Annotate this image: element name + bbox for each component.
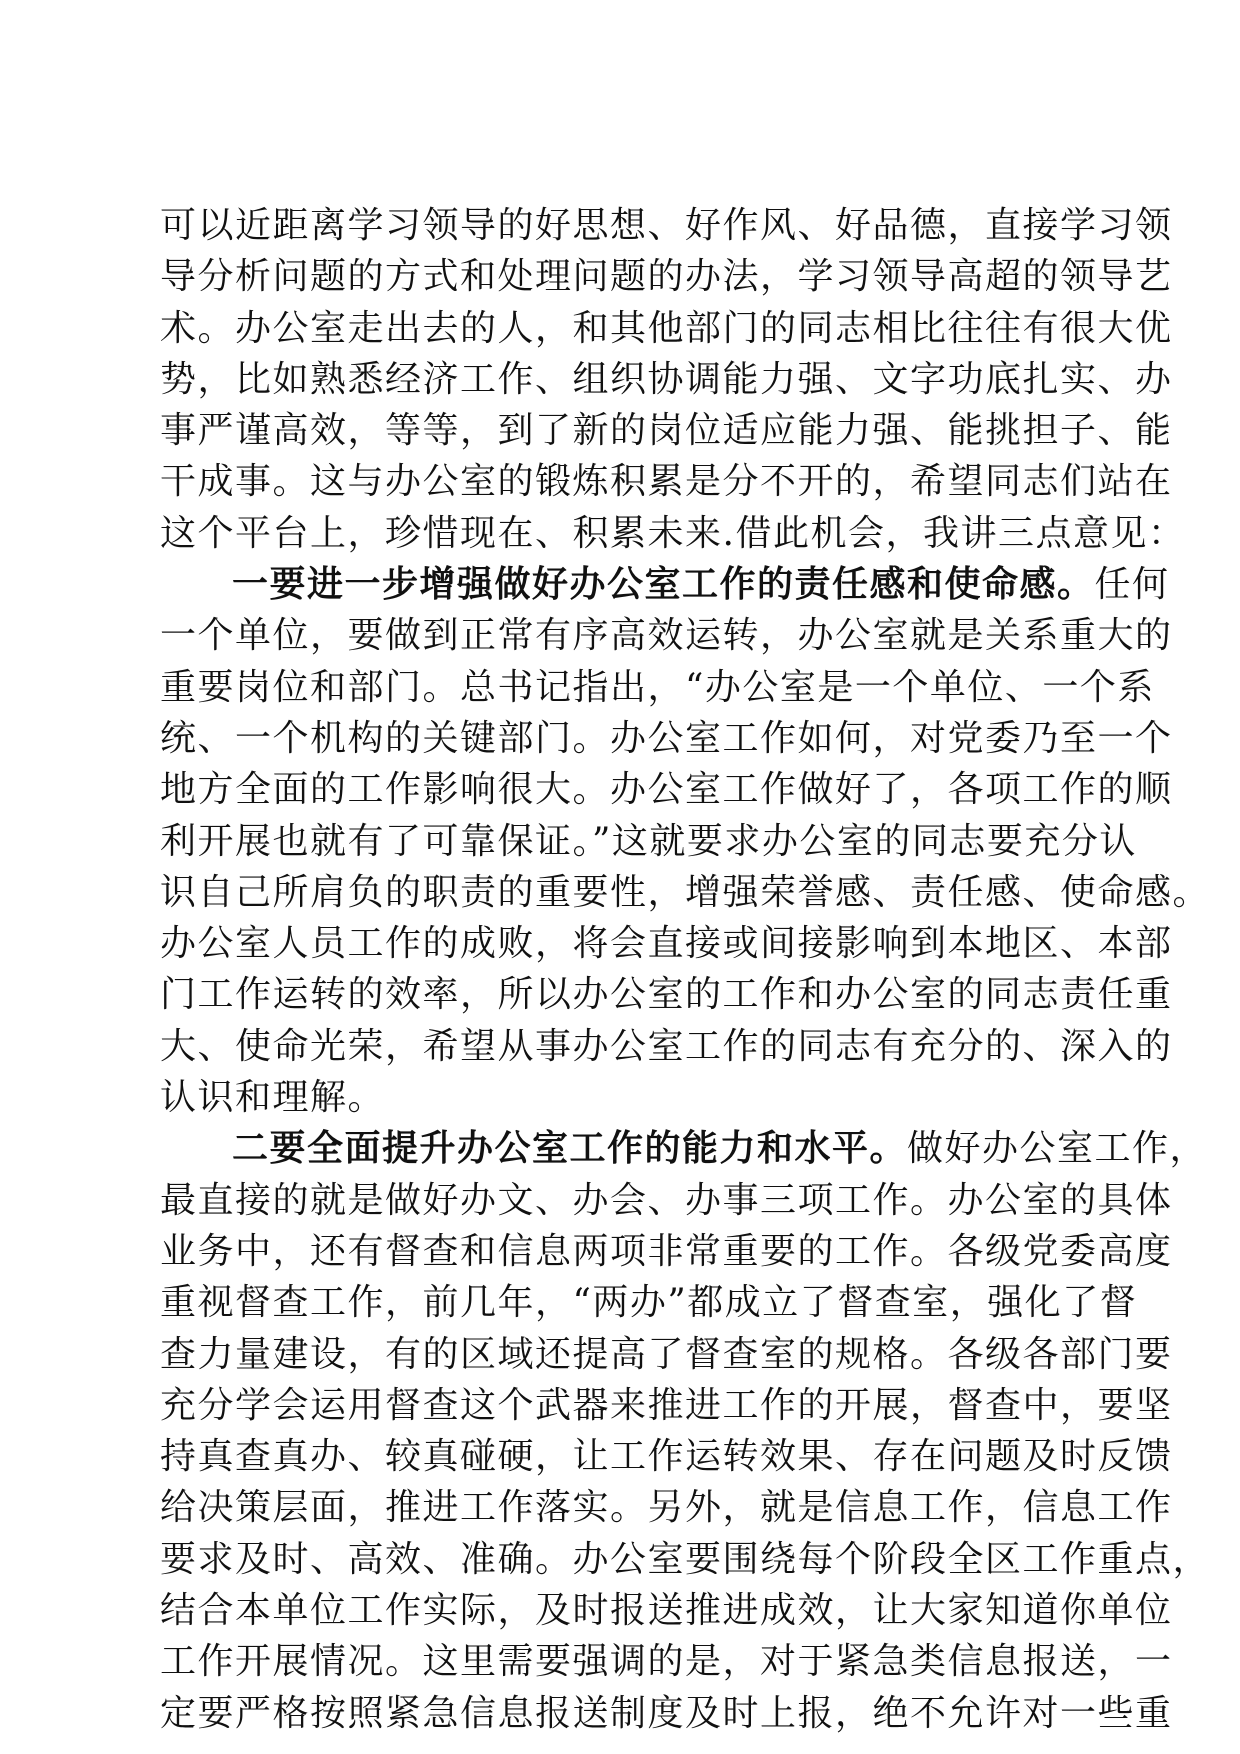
text-line (160, 713, 1173, 764)
body-text: 这个平台上，珍惜现在、积累未来.借此机会，我讲三点意见： (160, 512, 1186, 554)
text-line (160, 1534, 1211, 1585)
body-text: 识自己所肩负的职责的重要性，增强荣誉感、责任感、使命感。 (160, 871, 1211, 913)
text-line (160, 1277, 1138, 1328)
text-line (160, 251, 1173, 302)
body-text: 势，比如熟悉经济工作、组织协调能力强、文字功底扎实、办 (160, 358, 1173, 400)
body-text: 持真查真办、较真碰硬，让工作运转效果、存在问题及时反馈 (160, 1436, 1173, 1478)
text-line (160, 1482, 1173, 1533)
text-line (160, 354, 1173, 405)
body-text: 重要岗位和部门。总书记指出，“办公室是一个单位、一个系 (160, 666, 1155, 708)
text-line (160, 969, 1173, 1020)
text-line (160, 867, 1211, 918)
document-page (160, 200, 1211, 1739)
body-text: 工作开展情况。这里需要强调的是，对于紧急类信息报送，一 (160, 1641, 1173, 1683)
text-line (160, 405, 1173, 456)
text-line (160, 1021, 1173, 1072)
text-line (160, 816, 1137, 867)
text-line (160, 1329, 1173, 1380)
text-line (160, 764, 1173, 815)
text-line (160, 303, 1173, 354)
body-text: 重视督查工作，前几年，“两办”都成立了督查室，强化了督 (160, 1282, 1138, 1324)
text-line (160, 918, 1173, 969)
body-text: 事严谨高效，等等，到了新的岗位适应能力强、能挑担子、能 (160, 410, 1173, 452)
text-line (160, 1431, 1173, 1482)
text-line (160, 1688, 1173, 1739)
text-line (160, 456, 1173, 507)
text-line (160, 1636, 1173, 1687)
body-text: 要求及时、高效、准确。办公室要围绕每个阶段全区工作重点， (160, 1538, 1211, 1580)
body-text: 定要严格按照紧急信息报送制度及时上报，绝不允许对一些重 (160, 1692, 1173, 1734)
text-line (160, 1123, 1208, 1174)
body-text: 最直接的就是做好办文、办会、办事三项工作。办公室的具体 (160, 1179, 1173, 1221)
body-text: 利开展也就有了可靠保证。”这就要求办公室的同志要充分认 (160, 820, 1137, 862)
text-line (160, 508, 1186, 559)
body-text: 门工作运转的效率，所以办公室的工作和办公室的同志责任重 (160, 974, 1173, 1016)
text-line (160, 1380, 1173, 1431)
body-text: 术。办公室走出去的人，和其他部门的同志相比往往有很大优 (160, 307, 1173, 349)
body-text: 导分析问题的方式和处理问题的办法，学习领导高超的领导艺 (160, 256, 1173, 298)
body-text: 结合本单位工作实际，及时报送推进成效，让大家知道你单位 (160, 1590, 1173, 1632)
text-line (160, 559, 1170, 610)
text-line (160, 610, 1173, 661)
text-line (160, 1072, 1080, 1123)
body-text: 办公室人员工作的成败，将会直接或间接影响到本地区、本部 (160, 923, 1173, 965)
text-line (160, 1585, 1173, 1636)
section-heading: 二要全面提升办公室工作的能力和水平。 (232, 1127, 908, 1170)
body-text: 任何 (1094, 564, 1170, 606)
section-heading: 一要进一步增强做好办公室工作的责任感和使命感。 (232, 563, 1095, 606)
text-line (160, 1175, 1173, 1226)
body-text: 认识和理解。 (160, 1077, 386, 1119)
body-text: 给决策层面，推进工作落实。另外，就是信息工作，信息工作 (160, 1487, 1173, 1529)
text-line (160, 1226, 1173, 1277)
body-text: 业务中，还有督查和信息两项非常重要的工作。各级党委高度 (160, 1230, 1173, 1272)
body-text: 做好办公室工作， (907, 1128, 1208, 1170)
body-text: 查力量建设，有的区域还提高了督查室的规格。各级各部门要 (160, 1333, 1173, 1375)
body-text: 地方全面的工作影响很大。办公室工作做好了，各项工作的顺 (160, 769, 1173, 811)
body-text: 统、一个机构的关键部门。办公室工作如何，对党委乃至一个 (160, 717, 1173, 759)
text-line (160, 662, 1155, 713)
body-text: 充分学会运用督查这个武器来推进工作的开展，督查中，要坚 (160, 1384, 1173, 1426)
body-text: 干成事。这与办公室的锻炼积累是分不开的，希望同志们站在 (160, 461, 1173, 503)
body-text: 可以近距离学习领导的好思想、好作风、好品德，直接学习领 (160, 205, 1173, 246)
text-line (160, 200, 1173, 251)
body-text: 一个单位，要做到正常有序高效运转，办公室就是关系重大的 (160, 615, 1173, 657)
body-text: 大、使命光荣，希望从事办公室工作的同志有充分的、深入的 (160, 1025, 1173, 1067)
